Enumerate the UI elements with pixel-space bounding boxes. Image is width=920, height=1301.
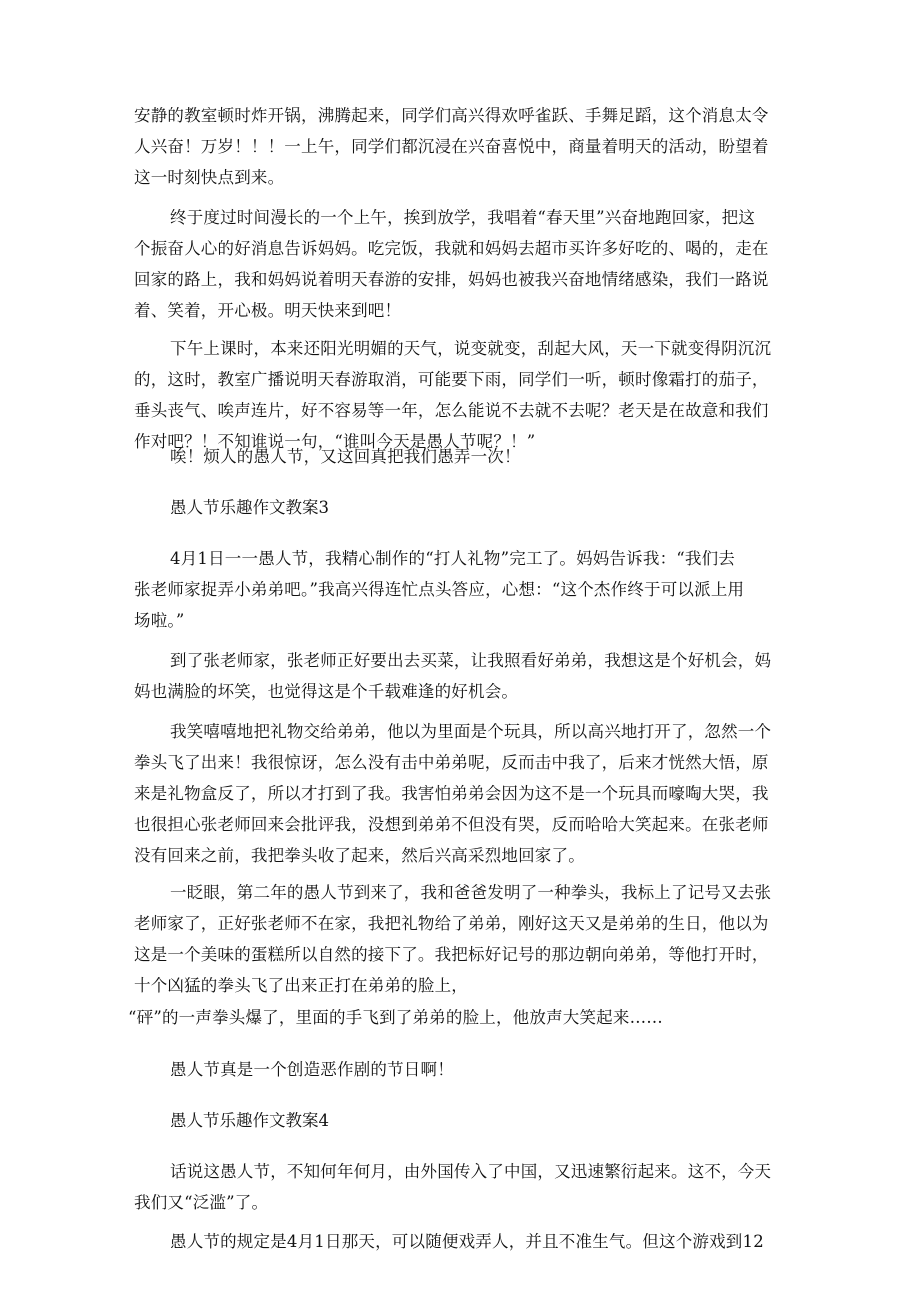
text-line: 老师家了，正好张老师不在家，我把礼物给了弟弟，刚好这天又是弟弟的生日，他以为 — [134, 914, 769, 933]
paragraph-1 — [134, 100, 794, 193]
text-line: 终于度过时间漫长的一个上午，挨到放学，我唱着“春天里”兴奋地跑回家，把这 — [170, 208, 756, 227]
text-line: 唉！烦人的愚人节，又这回真把我们愚弄一次！ — [170, 447, 521, 466]
text-line: 个振奋人心的好消息告诉妈妈。吃完饭，我就和妈妈去超市买许多好吃的、喝的，走在 — [134, 239, 769, 258]
heading-text: 愚人节乐趣作文教案3 — [170, 498, 329, 517]
text-line: “砰”的一声拳头爆了，里面的手飞到了弟弟的脸上，他放声大笑起来…… — [128, 1008, 663, 1027]
paragraph-6 — [134, 645, 794, 707]
text-line: 的，这时，教室广播说明天春游取消，可能要下雨，同学们一听，顿时像霜打的茄子， — [134, 370, 769, 389]
text-line: 到了张老师家，张老师正好要出去买菜，让我照看好弟弟，我想这是个好机会，妈 — [170, 651, 772, 670]
text-line: 话说这愚人节，不知何年何月，由外国传入了中国，又迅速繁衍起来。这不，今天 — [170, 1162, 772, 1181]
heading-text: 愚人节乐趣作文教案4 — [170, 1111, 329, 1130]
section-heading-3 — [134, 492, 794, 523]
text-line: 场啦。” — [134, 611, 185, 630]
text-line: 下午上课时，本来还阳光明媚的天气，说变就变，刮起大风，天一下就变得阴沉沉 — [170, 339, 772, 358]
text-line: 一眨眼，第二年的愚人节到来了，我和爸爸发明了一种拳头，我标上了记号又去张 — [170, 883, 772, 902]
paragraph-8 — [134, 877, 794, 1001]
paragraph-11 — [134, 1226, 794, 1257]
text-line: 愚人节真是一个创造恶作剧的节日啊！ — [170, 1060, 454, 1079]
text-line: 着、笑着，开心极。明天快来到吧！ — [134, 301, 402, 320]
paragraph-3 — [134, 333, 794, 457]
text-line: 这是一个美味的蛋糕所以自然的接下了。我把标好记号的那边朝向弟弟，等他打开时， — [134, 945, 769, 964]
text-line: 愚人节的规定是4月1日那天，可以随便戏弄人，并且不准生气。但这个游戏到12 — [170, 1232, 764, 1251]
paragraph-7 — [134, 716, 794, 871]
text-line: 我们又“泛滥”了。 — [134, 1193, 269, 1212]
paragraph-4 — [134, 441, 794, 472]
text-line: 安静的教室顿时炸开锅，沸腾起来，同学们高兴得欢呼雀跃、手舞足蹈，这个消息太令 — [134, 106, 769, 125]
text-line: 也很担心张老师回来会批评我，没想到弟弟不但没有哭，反而哈哈大笑起来。在张老师 — [134, 815, 769, 834]
text-line: 张老师家捉弄小弟弟吧。”我高兴得连忙点头答应，心想：“这个杰作终于可以派上用 — [134, 580, 745, 599]
text-line: 来是礼物盒反了，所以才打到了我。我害怕弟弟会因为这不是一个玩具而嚎啕大哭，我 — [134, 784, 769, 803]
paragraph-10 — [134, 1156, 794, 1218]
text-line: 拳头飞了出来！我很惊讶，怎么没有击中弟弟呢，反而击中我了，后来才恍然大悟，原 — [134, 753, 769, 772]
paragraph-5 — [134, 543, 794, 636]
text-line: 十个凶猛的拳头飞了出来正打在弟弟的脸上， — [134, 976, 468, 995]
paragraph-2 — [134, 202, 794, 326]
paragraph-9 — [134, 1054, 794, 1085]
text-line: 人兴奋！万岁！！！一上午，同学们都沉浸在兴奋喜悦中，商量着明天的活动，盼望着 — [134, 137, 769, 156]
text-line: 4月1日一一愚人节，我精心制作的“打人礼物”完工了。妈妈告诉我：“我们去 — [170, 549, 736, 568]
text-line: 我笑嘻嘻地把礼物交给弟弟，他以为里面是个玩具，所以高兴地打开了，忽然一个 — [170, 722, 772, 741]
text-line: 这一时刻快点到来。 — [134, 168, 285, 187]
text-line: 作对吧？！不知谁说一句，“谁叫今天是愚人节呢？！” — [134, 432, 536, 451]
text-line: 垂头丧气、唉声连片，好不容易等一年，怎么能说不去就不去呢？老天是在故意和我们 — [134, 401, 769, 420]
section-heading-4 — [134, 1105, 794, 1136]
paragraph-8-continuation — [128, 1002, 788, 1033]
text-line: 没有回来之前，我把拳头收了起来，然后兴高采烈地回家了。 — [134, 846, 585, 865]
text-line: 妈也满脸的坏笑，也觉得这是个千载难逢的好机会。 — [134, 682, 519, 701]
text-line: 回家的路上，我和妈妈说着明天春游的安排，妈妈也被我兴奋地情绪感染，我们一路说 — [134, 270, 769, 289]
